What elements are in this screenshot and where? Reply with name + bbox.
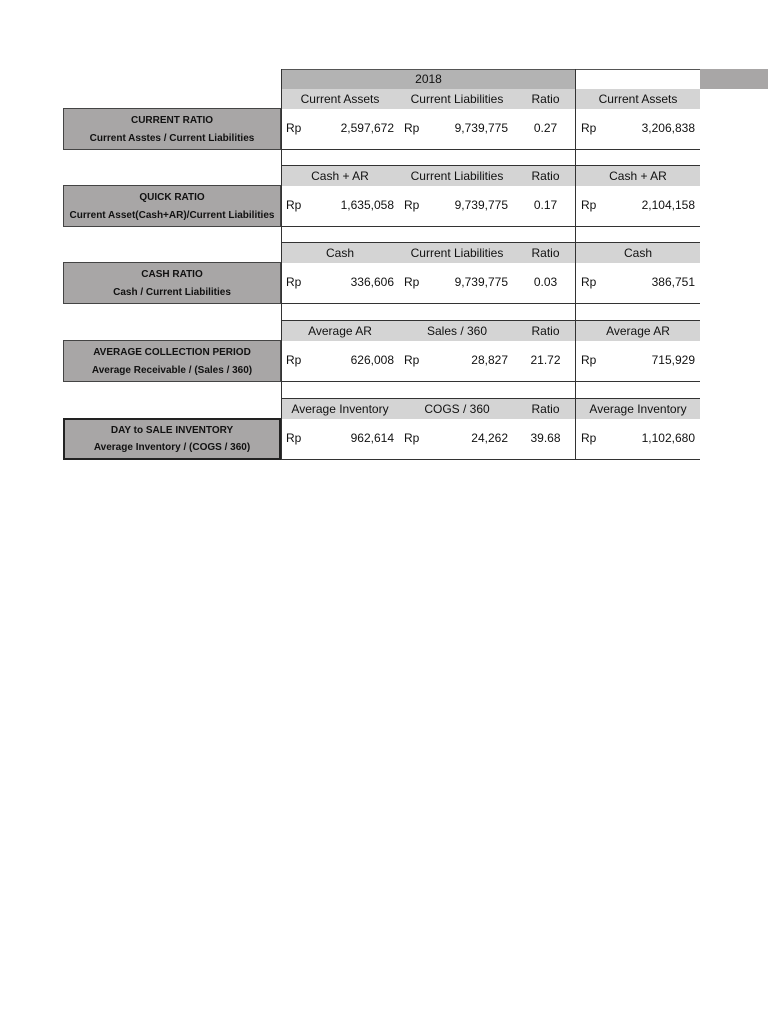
ratio-label-box	[63, 185, 281, 227]
currency-label: Rp	[581, 198, 597, 212]
value-cell: 9,739,775	[454, 275, 508, 289]
column-header: Current Assets	[282, 89, 398, 109]
ratio-title: CASH RATIO	[141, 268, 203, 280]
value-cell: 28,827	[471, 353, 508, 367]
column-header: Sales / 360	[398, 321, 516, 341]
ratio-formula: Average Inventory / (COGS / 360)	[93, 442, 251, 453]
year-header: 2018	[281, 69, 575, 89]
currency-label: Rp	[286, 275, 302, 289]
ratio-title: QUICK RATIO	[139, 191, 205, 203]
column-header: Average AR	[282, 321, 398, 341]
currency-label: Rp	[404, 275, 420, 289]
column-header: Cash	[282, 243, 398, 263]
column-header: Cash + AR	[576, 166, 700, 186]
currency-label: Rp	[581, 121, 597, 135]
ratio-value: 0.17	[533, 198, 558, 212]
value-cell: 9,739,775	[454, 121, 508, 135]
column-header: Current Assets	[576, 89, 700, 109]
ratio-value: 0.03	[533, 275, 558, 289]
ratio-label-box	[63, 418, 281, 460]
currency-label: Rp	[286, 198, 302, 212]
value-cell: 962,614	[350, 431, 394, 445]
currency-label: Rp	[286, 431, 302, 445]
column-header: Ratio	[516, 166, 575, 186]
currency-label: Rp	[581, 353, 597, 367]
currency-label: Rp	[404, 198, 420, 212]
currency-label: Rp	[404, 353, 420, 367]
column-header: Ratio	[516, 399, 575, 419]
currency-label: Rp	[581, 275, 597, 289]
ratio-label-box	[63, 340, 281, 382]
column-header: Current Liabilities	[398, 89, 516, 109]
currency-label: Rp	[404, 121, 420, 135]
column-header: Ratio	[516, 321, 575, 341]
currency-label: Rp	[286, 353, 302, 367]
column-header: COGS / 360	[398, 399, 516, 419]
value-cell: 24,262	[471, 431, 508, 445]
grid-line	[281, 69, 282, 460]
column-header: Average AR	[576, 321, 700, 341]
grid-line	[575, 69, 576, 460]
column-header: Average Inventory	[576, 399, 700, 419]
ratio-value: 39.68	[530, 431, 561, 445]
row-border	[281, 149, 700, 150]
value-cell: 715,929	[651, 353, 695, 367]
value-cell: 2,104,158	[641, 198, 695, 212]
ratio-formula: Current Asstes / Current Liabilities	[89, 132, 255, 144]
value-cell: 3,206,838	[641, 121, 695, 135]
value-cell: 1,102,680	[641, 431, 695, 445]
currency-label: Rp	[581, 431, 597, 445]
next-year-header	[575, 69, 700, 89]
ratio-title: AVERAGE COLLECTION PERIOD	[93, 346, 251, 358]
row-border	[281, 226, 700, 227]
value-cell: 386,751	[651, 275, 695, 289]
row-border	[281, 303, 700, 304]
column-header: Current Liabilities	[398, 166, 516, 186]
ratio-formula: Average Receivable / (Sales / 360)	[91, 364, 253, 376]
column-header: Cash	[576, 243, 700, 263]
value-cell: 2,597,672	[340, 121, 394, 135]
ratio-title: DAY to SALE INVENTORY	[110, 425, 234, 436]
ratio-formula: Current Asset(Cash+AR)/Current Liabilities	[69, 209, 275, 221]
value-cell: 1,635,058	[340, 198, 394, 212]
grey-strip	[700, 69, 768, 89]
ratio-label-box	[63, 262, 281, 304]
value-cell: 9,739,775	[454, 198, 508, 212]
ratio-value: 21.72	[530, 353, 561, 367]
column-header: Ratio	[516, 243, 575, 263]
row-border	[281, 381, 700, 382]
column-header: Ratio	[516, 89, 575, 109]
column-header: Current Liabilities	[398, 243, 516, 263]
currency-label: Rp	[404, 431, 420, 445]
column-header: Average Inventory	[282, 399, 398, 419]
ratio-value: 0.27	[533, 121, 558, 135]
row-border	[281, 459, 700, 460]
ratio-label-box	[63, 108, 281, 150]
ratio-title: CURRENT RATIO	[130, 114, 214, 126]
ratio-formula: Cash / Current Liabilities	[113, 286, 231, 298]
value-cell: 626,008	[350, 353, 394, 367]
currency-label: Rp	[286, 121, 302, 135]
value-cell: 336,606	[350, 275, 394, 289]
column-header: Cash + AR	[282, 166, 398, 186]
